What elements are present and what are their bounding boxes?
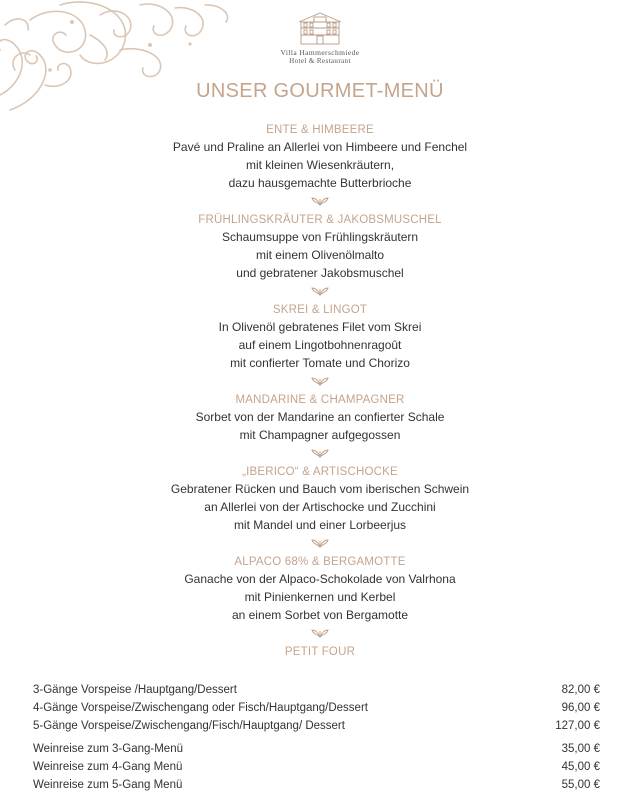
leaf-ornament-icon (311, 376, 329, 386)
separator (0, 373, 640, 389)
course-skrei-lingot (0, 302, 640, 372)
leaf-ornament-icon (311, 628, 329, 638)
course-title: „IBERICO“ & ARTISCHOCKE (242, 466, 398, 478)
leaf-ornament-icon (311, 286, 329, 296)
course-line: an einem Sorbet von Bergamotte (231, 608, 409, 622)
separator (0, 193, 640, 209)
course-line: Gebratener Rücken und Bauch vom iberischen Schwein (170, 482, 470, 496)
course-description (0, 480, 640, 534)
price-label: 3-Gänge Vorspeise /Hauptgang/Dessert (33, 684, 237, 696)
course-line: Sorbet von der Mandarine an confierter Schale (195, 410, 445, 424)
course-description (0, 570, 640, 624)
logo-name: Villa Hammerschmiede (280, 48, 360, 57)
price-label: Weinreise zum 5-Gang Menü (33, 779, 183, 791)
course-line: Schaumsuppe von Frühlingskräutern (221, 230, 419, 244)
course-line: mit Champagner aufgegossen (239, 428, 401, 442)
separator (0, 283, 640, 299)
price-row (33, 717, 600, 735)
price-value: 35,00 € (561, 743, 600, 755)
separator (0, 445, 640, 461)
menu-title: UNSER GOURMET-MENÜ (196, 80, 444, 102)
course-line: mit Pinienkernen und Kerbel (244, 590, 396, 604)
course-ente-himbeere (0, 122, 640, 192)
course-petit-four (0, 644, 640, 660)
course-kraeuter-jakobsmuschel (0, 212, 640, 282)
course-line: und gebratener Jakobsmuschel (236, 266, 404, 280)
price-label: 5-Gänge Vorspeise/Zwischengang/Fisch/Hauptgang/ Dessert (33, 720, 345, 732)
leaf-ornament-icon (311, 196, 329, 206)
separator (0, 535, 640, 551)
price-row (33, 740, 600, 758)
course-mandarine-champagner (0, 392, 640, 444)
course-description (0, 138, 640, 192)
price-value: 55,00 € (561, 779, 600, 791)
separator (0, 625, 640, 641)
course-line: mit Mandel und einer Lorbeerjus (233, 518, 407, 532)
course-line: mit confierter Tomate und Chorizo (230, 356, 410, 370)
price-label: 4-Gänge Vorspeise/Zwischengang oder Fisch/Hauptgang/Dessert (33, 702, 368, 714)
course-title: ENTE & HIMBEERE (266, 124, 374, 136)
price-row (33, 681, 600, 699)
course-line: an Allerlei von der Artischocke und Zucchini (204, 500, 436, 514)
course-alpaco-bergamotte (0, 554, 640, 624)
villa-building-icon (295, 10, 345, 46)
course-line: Pavé und Praline an Allerlei von Himbeere und Fenchel (172, 140, 468, 154)
course-title: ALPACO 68% & BERGAMOTTE (234, 556, 406, 568)
price-value: 96,00 € (561, 702, 600, 714)
course-line: dazu hausgemachte Butterbrioche (228, 176, 412, 190)
wine-prices (33, 740, 600, 794)
course-description (0, 318, 640, 372)
price-value: 127,00 € (555, 720, 600, 732)
course-title: MANDARINE & CHAMPAGNER (235, 394, 405, 406)
price-label: Weinreise zum 4-Gang Menü (33, 761, 183, 773)
course-line: mit kleinen Wiesenkräutern, (245, 158, 395, 172)
villa-logo (256, 10, 384, 65)
course-list (0, 122, 640, 660)
price-value: 45,00 € (561, 761, 600, 773)
leaf-ornament-icon (311, 448, 329, 458)
course-line: mit einem Olivenölmalto (255, 248, 385, 262)
price-row (33, 758, 600, 776)
course-line: Ganache von der Alpaco-Schokolade von Valrhona (184, 572, 456, 586)
course-title: SKREI & LINGOT (272, 304, 368, 316)
course-title: PETIT FOUR (284, 646, 356, 658)
price-value: 82,00 € (561, 684, 600, 696)
course-line: auf einem Lingotbohnenragoût (238, 338, 402, 352)
leaf-ornament-icon (311, 538, 329, 548)
course-title: FRÜHLINGSKRÄUTER & JAKOBSMUSCHEL (198, 214, 442, 226)
course-line: In Olivenöl gebratenes Filet vom Skrei (218, 320, 422, 334)
logo-subtitle: Hotel & Restaurant (289, 57, 351, 65)
course-description (0, 408, 640, 444)
course-description (0, 228, 640, 282)
menu-prices (33, 681, 600, 735)
price-label: Weinreise zum 3-Gang-Menü (33, 743, 183, 755)
price-row (33, 699, 600, 717)
price-row (33, 776, 600, 794)
course-iberico-artischocke (0, 464, 640, 534)
